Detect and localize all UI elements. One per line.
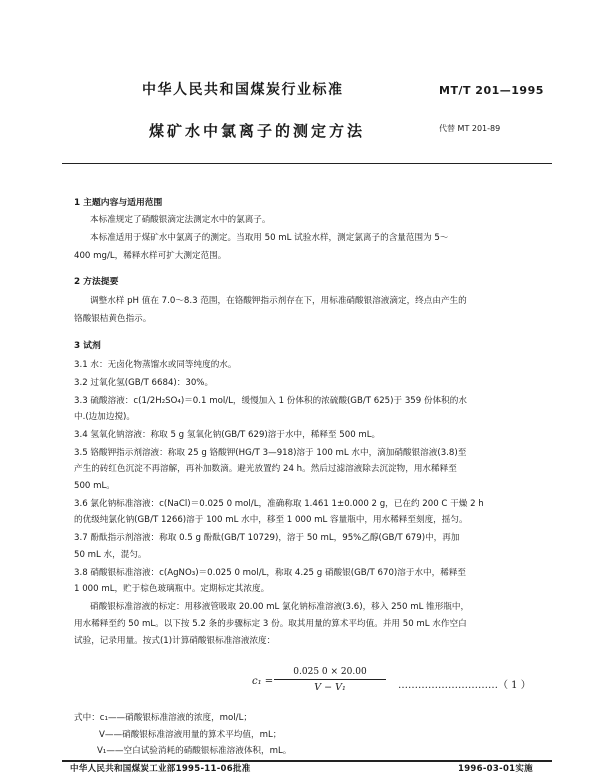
legend-line-2: V——硝酸银标准溶液用量的算术平均值，mL；: [99, 730, 282, 740]
standard-code: MT/T 201—1995: [439, 84, 544, 97]
section-2-heading: 2 方法提要: [74, 277, 119, 287]
section-1-paragraph-2-line-2: 400 mg/L，稀释水样可扩大测定范围。: [74, 251, 227, 261]
section-3-heading: 3 试剂: [74, 341, 101, 351]
calibration-line-1: 硝酸银标准溶液的标定：用移液管吸取 20.00 mL 氯化钠标准溶液(3.6)，移入 250 mL 锥形瓶中，: [90, 602, 470, 612]
replaces-note: 代替 MT 201-89: [439, 124, 501, 133]
implementation-date: 1996-03-01实施: [458, 764, 533, 774]
document-title: 煤矿水中氯离子的测定方法: [149, 122, 366, 140]
formula-number: …………………………（ 1 ）: [398, 680, 531, 691]
item-3-5-line-3: 500 mL。: [74, 481, 115, 491]
formula-denominator: V − V₁: [314, 682, 346, 693]
formula-fraction: [270, 667, 390, 693]
item-3-8-line-2: 1 000 mL，贮于棕色玻璃瓶中。定期标定其浓度。: [74, 584, 270, 594]
item-3-5-line-2: 产生的砖红色沉淀不再溶解，再补加数滴。避光放置约 24 h。然后过滤溶液除去沉淀物，用水稀释至: [74, 464, 457, 474]
item-3-3-line-1: 3.3 硫酸溶液：c(1/2H₂SO₄)＝0.1 mol/L，缓慢加入 1 份体积的浓硫酸(GB/T 625)于 359 份体积的水: [74, 396, 467, 406]
formula-lhs: c₁ =: [252, 676, 274, 687]
legend-line-3: V₁——空白试验消耗的硝酸银标准溶液体积，mL。: [97, 746, 292, 756]
item-3-7-line-2: 50 mL 水，混匀。: [74, 550, 147, 560]
item-3-7-line-1: 3.7 酚酞指示剂溶液：称取 0.5 g 酚酞(GB/T 10729)，溶于 50 mL，95%乙醇(GB/T 679)中，再加: [74, 533, 460, 543]
section-2-line-1: 调整水样 pH 值在 7.0～8.3 范围，在铬酸钾指示剂存在下，用标准硝酸银溶液滴定，终点由产生的: [90, 296, 467, 306]
item-3-4: 3.4 氢氧化钠溶液：称取 5 g 氢氧化钠(GB/T 629)溶于水中，稀释至 500 mL。: [74, 430, 381, 440]
section-1-paragraph-2-line-1: 本标准适用于煤矿水中氯离子的测定。当取用 50 mL 试验水样，测定氯离子的含量范围为 5～: [90, 233, 449, 243]
item-3-6-line-1: 3.6 氯化钠标准溶液：c(NaCl)＝0.025 0 mol/L，准确称取 1.461 1±0.000 2 g，已在约 200 C 干燥 2 h: [74, 499, 484, 509]
header-rule: [62, 163, 552, 164]
item-3-1: 3.1 水：无卤化物蒸馏水或同等纯度的水。: [74, 360, 237, 370]
item-3-2: 3.2 过氧化氢(GB/T 6684)：30%。: [74, 378, 214, 388]
section-2-line-2: 铬酸银桔黄色指示。: [74, 314, 152, 324]
calibration-line-2: 用水稀释至约 50 mL。以下按 5.2 条的步骤标定 3 份。取其用量的算术平均值。并用 50 mL 水作空白: [74, 619, 467, 629]
issuer-title: 中华人民共和国煤炭行业标准: [142, 82, 344, 98]
fraction-bar: [274, 679, 386, 680]
item-3-8-line-1: 3.8 硝酸银标准溶液：c(AgNO₃)＝0.025 0 mol/L，称取 4.25 g 硝酸银(GB/T 670)溶于水中，稀释至: [74, 568, 467, 578]
calibration-line-3: 试验，记录用量。按式(1)计算硝酸银标准溶液浓度：: [74, 636, 276, 646]
item-3-3-line-2: 中.(边加边搅)。: [74, 412, 135, 422]
legend-line-1: 式中：c₁——硝酸银标准溶液的浓度，mol/L；: [74, 713, 252, 723]
approval-line: 中华人民共和国煤炭工业部1995-11-06批准: [70, 764, 251, 774]
item-3-5-line-1: 3.5 铬酸钾指示剂溶液：称取 25 g 铬酸钾(HG/T 3—918)溶于 100 mL 水中，滴加硝酸银溶液(3.8)至: [74, 448, 467, 458]
formula-numerator: 0.025 0 × 20.00: [293, 667, 367, 677]
item-3-6-line-2: 的优级纯氯化钠(GB/T 1266)溶于 100 mL 水中，移至 1 000 mL 容量瓶中，用水稀释至刻度，摇匀。: [74, 515, 468, 525]
section-1-heading: 1 主题内容与适用范围: [74, 198, 163, 208]
section-1-paragraph-1: 本标准规定了硝酸银滴定法测定水中的氯离子。: [90, 215, 271, 225]
